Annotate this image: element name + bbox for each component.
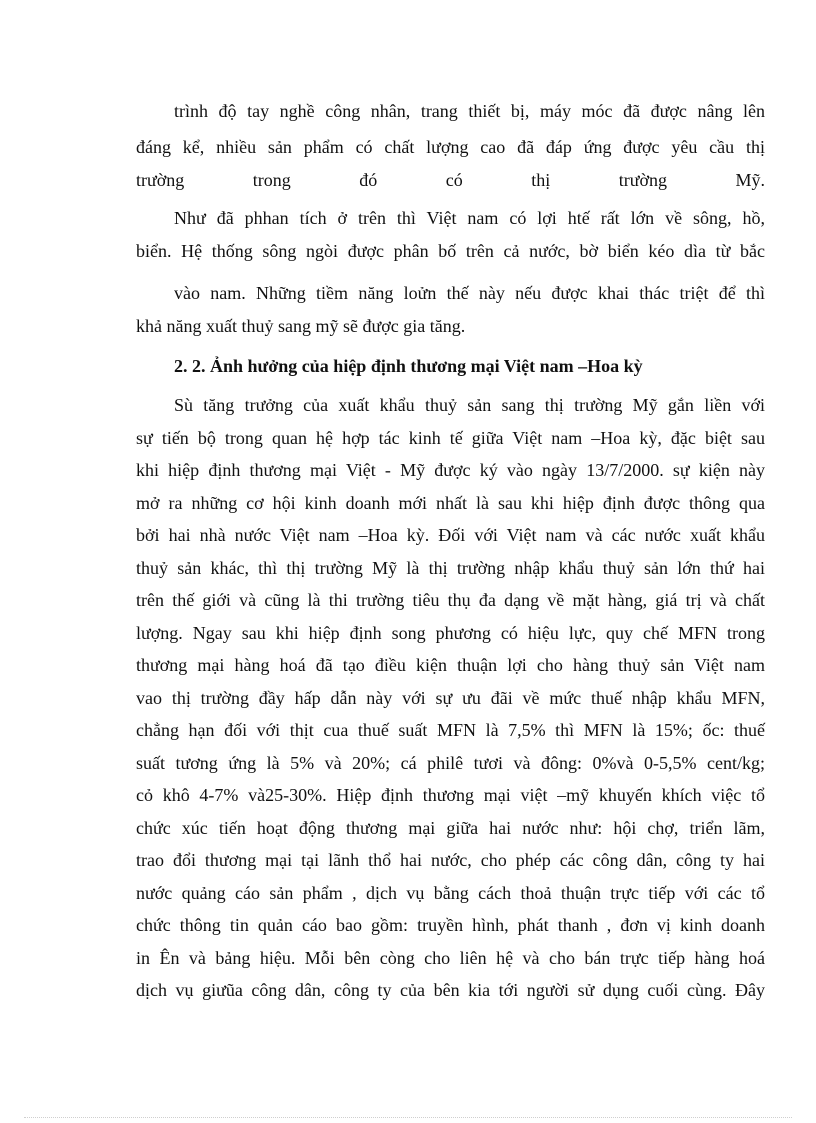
text-line: in Ên và bảng hiệu. Mỗi bên còng cho liên hệ và cho bán trực tiếp hàng hoá bbox=[136, 948, 765, 968]
text-line: trình độ tay nghề công nhân, trang thiết bị, máy móc đã được nâng lên bbox=[174, 101, 765, 121]
text-line: dịch vụ giưũa công dân, công ty của bên kia tới người sử dụng cuối cùng. Đây bbox=[136, 980, 765, 1000]
text-line: thương mại hàng hoá đã tạo điều kiện thuận lợi cho hàng thuỷ sản Việt nam bbox=[136, 655, 765, 675]
section-heading: 2. 2. Ảnh hưởng của hiệp định thương mại Việt nam –Hoa kỳ bbox=[174, 356, 643, 376]
text-line: trao đổi thương mại tại lãnh thổ hai nước, cho phép các công dân, công ty hai bbox=[136, 850, 765, 870]
text-line: Sù tăng trưởng của xuất khẩu thuỷ sản sang thị trường Mỹ gắn liền với bbox=[174, 395, 765, 415]
text-line: trường trong đó có thị trường Mỹ. bbox=[136, 170, 765, 190]
text-line: Như đã phhan tích ở trên thì Việt nam có lợi htế rất lớn về sông, hồ, bbox=[174, 208, 765, 228]
text-line: thuỷ sản khác, thì thị trường Mỹ là thị trường nhập khẩu thuỷ sản lớn thứ hai bbox=[136, 558, 765, 578]
text-line: chẳng hạn đối với thịt cua thuế suất MFN là 7,5% thì MFN là 15%; ốc: thuế bbox=[136, 720, 765, 740]
text-line: suất tương ứng là 5% và 20%; cá philê tươi và đông: 0%và 0-5,5% cent/kg; bbox=[136, 753, 765, 773]
text-line: đáng kể, nhiều sản phẩm có chất lượng cao đã đáp ứng được yêu cầu thị bbox=[136, 137, 765, 157]
text-line: cỏ khô 4-7% và25-30%. Hiệp định thương mại việt –mỹ khuyến khích việc tổ bbox=[136, 785, 765, 805]
text-line: nước quảng cáo sản phẩm , dịch vụ bằng cách thoả thuận trực tiếp với các tổ bbox=[136, 883, 765, 903]
text-line: mở ra những cơ hội kinh doanh mới nhất là sau khi hiệp định được thông qua bbox=[136, 493, 765, 513]
text-line: lượng. Ngay sau khi hiệp định song phương có hiệu lực, quy chế MFN trong bbox=[136, 623, 765, 643]
text-line: sự tiến bộ trong quan hệ hợp tác kinh tế giữa Việt nam –Hoa kỳ, đặc biệt sau bbox=[136, 428, 765, 448]
text-line: biển. Hệ thống sông ngòi được phân bố trên cả nước, bờ biển kéo dìa từ bắc bbox=[136, 241, 765, 261]
text-line: khả năng xuất thuỷ sang mỹ sẽ được gia tăng. bbox=[136, 316, 466, 336]
text-line: trên thế giới và cũng là thi trường tiêu thụ đa dạng về mặt hàng, giá trị và chất bbox=[136, 590, 765, 610]
text-line: vao thị trường đầy hấp dẫn này với sự ưu đãi về mức thuế nhập khẩu MFN, bbox=[136, 688, 765, 708]
page-bottom-rule bbox=[24, 1117, 792, 1118]
text-line: bởi hai nhà nước Việt nam –Hoa kỳ. Đối với Việt nam và các nước xuất khẩu bbox=[136, 525, 765, 545]
text-line: chức xúc tiến hoạt động thương mại giữa hai nước như: hội chợ, triển lãm, bbox=[136, 818, 765, 838]
text-line: khi hiệp định thương mại Việt - Mỹ được ký vào ngày 13/7/2000. sự kiện này bbox=[136, 460, 765, 480]
text-line: chức thông tin quản cáo bao gồm: truyền hình, phát thanh , đơn vị kinh doanh bbox=[136, 915, 765, 935]
text-line: vào nam. Những tiềm năng loửn thế này nếu được khai thác triệt để thì bbox=[174, 283, 765, 303]
